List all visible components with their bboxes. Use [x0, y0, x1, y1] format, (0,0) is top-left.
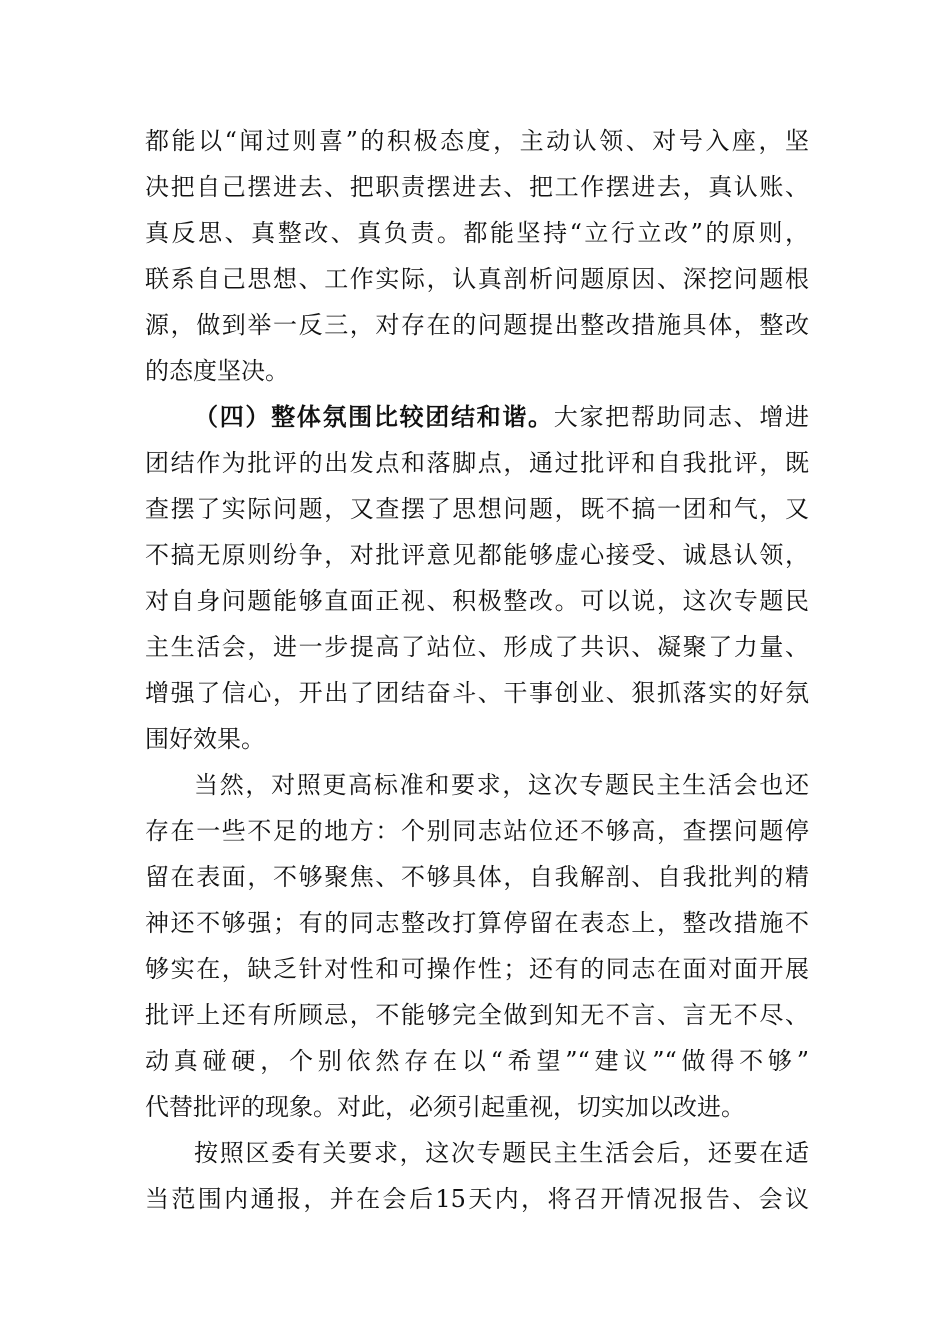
text-line: 不搞无原则纷争，对批评意见都能够虚心接受、诚恳认领，: [145, 541, 809, 569]
text-line: 代替批评的现象。对此，必须引起重视，切实加以改进。: [145, 1093, 745, 1121]
text-line: 查摆了实际问题，又查摆了思想问题，既不搞一团和气，又: [145, 495, 809, 523]
text-line: 联系自己思想、工作实际，认真剖析问题原因、深挖问题根: [145, 265, 809, 293]
text-line: 当范围内通报，并在会后15天内，将召开情况报告、会议: [145, 1185, 809, 1213]
text-line: 增强了信心，开出了团结奋斗、干事创业、狠抓落实的好氛: [145, 679, 809, 707]
text-line: 按照区委有关要求，这次专题民主生活会后，还要在适: [194, 1139, 809, 1167]
section-heading: （四）整体氛围比较团结和谐。: [194, 402, 554, 431]
text-line: 当然，对照更高标准和要求，这次专题民主生活会也还: [194, 771, 809, 799]
text-line: 批评上还有所顾忌，不能够完全做到知无不言、言无不尽、: [145, 1001, 809, 1029]
text-line: 动真碰硬，个别依然存在以“希望”“建议”“做得不够”: [145, 1047, 809, 1075]
text-line: 对自身问题能够直面正视、积极整改。可以说，这次专题民: [145, 587, 809, 615]
text-line: 源，做到举一反三，对存在的问题提出整改措施具体，整改: [145, 311, 809, 339]
text-line: 够实在，缺乏针对性和可操作性；还有的同志在面对面开展: [145, 955, 809, 983]
text-line: 真反思、真整改、真负责。都能坚持“立行立改”的原则，: [145, 219, 809, 247]
heading-continuation: 大家把帮助同志、增进: [553, 403, 810, 431]
text-line: 围好效果。: [145, 725, 265, 753]
text-line: 留在表面，不够聚焦、不够具体，自我解剖、自我批判的精: [145, 863, 809, 891]
section-heading-line: [194, 394, 809, 440]
text-line: 主生活会，进一步提高了站位、形成了共识、凝聚了力量、: [145, 633, 809, 661]
text-line: 团结作为批评的出发点和落脚点，通过批评和自我批评，既: [145, 449, 809, 477]
text-line: 都能以“闻过则喜”的积极态度，主动认领、对号入座，坚: [145, 127, 809, 155]
text-line: 的态度坚决。: [145, 357, 289, 385]
text-line: 神还不够强；有的同志整改打算停留在表态上，整改措施不: [145, 909, 809, 937]
text-line: 存在一些不足的地方：个别同志站位还不够高，查摆问题停: [145, 817, 809, 845]
text-line: 决把自己摆进去、把职责摆进去、把工作摆进去，真认账、: [145, 173, 809, 201]
